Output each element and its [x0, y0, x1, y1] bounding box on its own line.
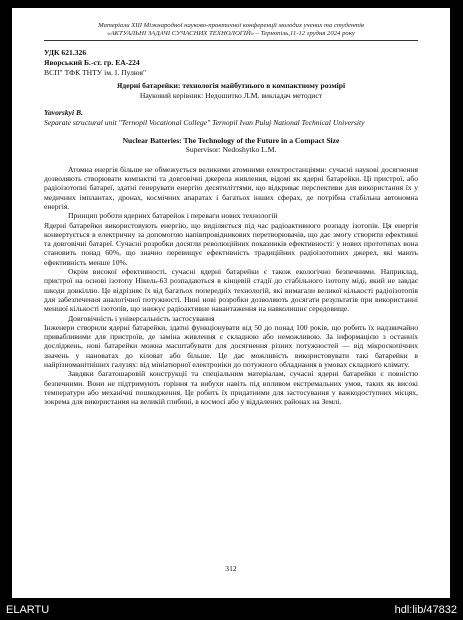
conference-header [44, 22, 418, 38]
header-line-1: Матеріали XIII Міжнародної науково-практичної конференції молодих учених та студентів [98, 22, 364, 29]
udk-code: УДК 621.326 [44, 48, 87, 58]
supervisor-en: Supervisor: Nedoshytko L.M. [185, 145, 277, 155]
header-divider [44, 40, 418, 41]
author-ua: Яворський Б.-ст. гр. ЕА-224 [44, 58, 140, 67]
repository-name: ELARTU [6, 604, 50, 616]
article-body [44, 165, 418, 407]
paragraph-principle: Ядерні батарейки використовують енергію, що виділяється під час радіоактивного розпаду ізотопів. Ця енергія конвертується в електричну за допомогою напівпровідникових перетворювачів, що дає змогу створити ефективні та довговічні батареї. Сучасні розробки досягли революційних показників ефективності: у нових прототипах вона становить понад 60%, що значно перевищує ефективність традиційних радіоізотопних джерел, які мають ефективність менше 10%. [44, 220, 418, 267]
page-number: 312 [225, 564, 237, 573]
section-heading-durability: Довговічність і універсальність застосування [68, 313, 215, 323]
document-page [12, 8, 450, 598]
section-heading-principle: Принцип роботи ядерних батарейок і переваги нових технологій [68, 211, 278, 221]
title-ua: Ядерні батарейки: технологія майбутнього в компактному розмірі [116, 81, 346, 91]
paragraph-eco: Окрім високої ефективності, сучасні ядерні батарейки є також екологічно безпечними. Наприклад, пристрої на основі ізотопу Нікель-63 розпадаються в кінцевій стадії до стабільного ізотопу міді, який не завдає шкоди довкіллю. Це відрізняє їх від багатьох попередніх технологій, які вимагали великої кількості радіоізотопів для забезпечення аналогічної потужності. Нині нові розробки дозволяють досягати результатів при використанні меншої кількості ізотопів, що знижує радіоактивне навантаження на навколишнє середовище. [44, 267, 418, 314]
affiliation-ua: ВСП" ТФК ТНТУ ім. І. Пулюя" [44, 67, 147, 77]
title-en: Nuclear Batteries: The Technology of the Future in a Compact Size [122, 135, 340, 145]
affiliation-en: Separate structural unit "Ternopil Vocational College" Ternopil Ivan Puluj National Technical University [44, 117, 365, 127]
header-line-2: «АКТУАЛЬНІ ЗАДАЧІ СУЧАСНИХ ТЕХНОЛОГІЙ» – Тернопіль,11-12 грудня 2024 року [107, 30, 355, 38]
supervisor-ua: Науковий керівник: Недошитко Л.М. викладач методист [139, 90, 323, 100]
author-en: Yavorskyi B. [44, 108, 83, 118]
paragraph-intro: Атомна енергія більше не обмежується великими атомними електростанціями: сучасні наукові досягнення дозволяють створювати компактні та довговічні джерела живлення, відомі як ядерні батарейки. Ці пристрої, або радіоізотопні батареї, здатні генерувати енергію десятиліттями, що відкриває перспективи для використання їх у медичних імплантах, дронах, космічних апаратах і багатьох інших сферах, де потрібна стабільна автономна енергія. [44, 164, 418, 211]
footer-bar [0, 602, 463, 620]
handle-identifier: hdl:lib/47832 [394, 604, 457, 616]
paragraph-durability: Інженери створили ядерні батарейки, здатні функціонувати від 50 до понад 100 років, що робить їх надзвичайно привабливими для пристроїв, де заміна живлення є складною або неможливою. За інформацією з останніх досліджень, нові батарейки можна масштабувати для досягнення різних потужностей — від мікроскопічних значень у нановатах до кіловат або більше. Це дає можливість використовувати такі батарейки в найрізноманітніших галузях: від мініатюрної електроніки до потужного обладнання в умовах складного клімату. [44, 322, 418, 369]
paragraph-safety: Завдяки багатошаровій конструкції та спеціальним матеріалам, сучасні ядерні батарейки є повністю безпечними. Вони не підтримують горіння та вибухи навіть під впливом екстремальних умов, таких як високі температури або механічні пошкодження. Це робить їх придатними для застосування у важкодоступних місцях, зокрема для використання на великій глибині, в космосі або у віддалених районах на Землі. [44, 369, 418, 407]
